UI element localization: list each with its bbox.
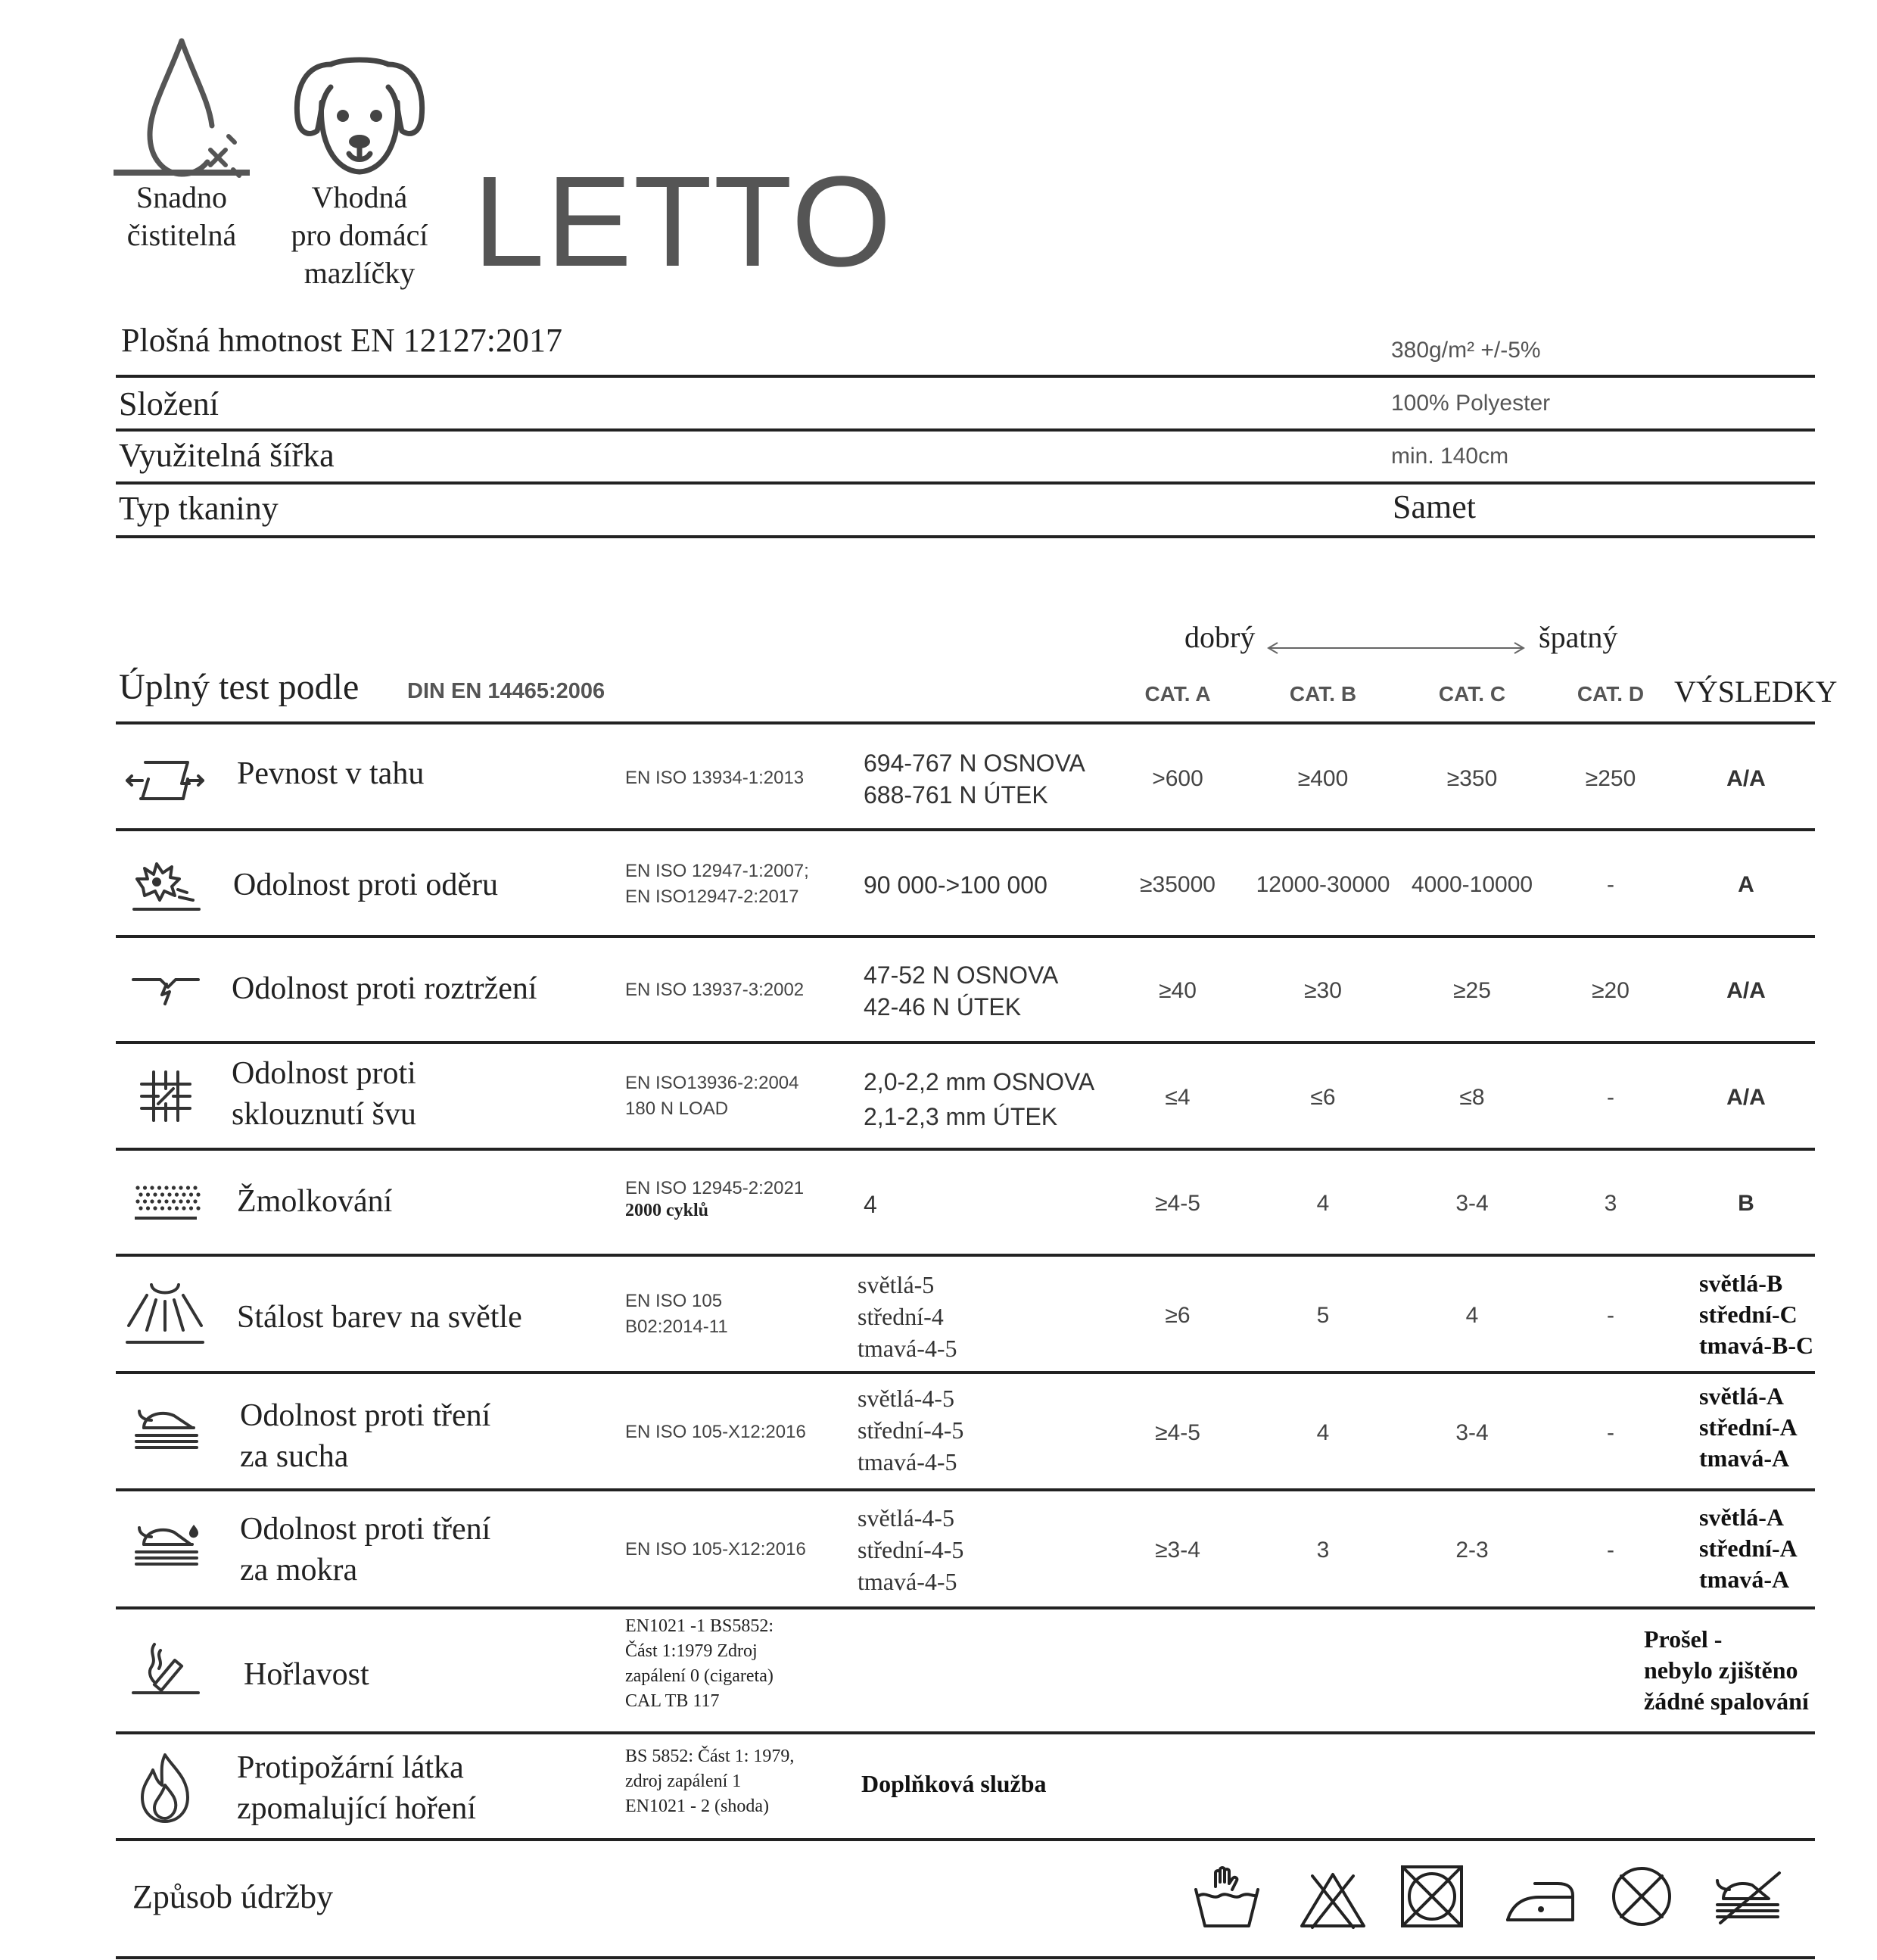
pet-label-line: Vhodná	[311, 180, 408, 214]
result-line: střední-C	[1699, 1301, 1798, 1328]
test-name	[233, 865, 498, 905]
supplementary-service	[861, 1768, 1047, 1800]
result-line: tmavá-B-C	[1699, 1332, 1814, 1359]
wet-rubbing-icon	[133, 1522, 201, 1569]
row-divider	[116, 935, 1815, 938]
row-divider	[116, 828, 1815, 831]
hand-wash-icon	[1194, 1867, 1259, 1929]
test-standard	[625, 1177, 804, 1221]
test-table-standard: DIN EN 14465:2006	[407, 679, 605, 703]
cat-d-value: -	[1607, 872, 1614, 897]
easy-clean-label	[98, 179, 265, 254]
cat-a-value: ≤4	[1165, 1085, 1191, 1110]
property-value-fabric-type: Samet	[1393, 488, 1476, 525]
result-value	[1699, 1381, 1798, 1474]
brand-title: LETTO	[473, 150, 893, 294]
cat-b-value: 4	[1316, 1191, 1330, 1216]
test-standard-line: EN ISO 12947-1:2007;	[625, 861, 809, 881]
table-header-divider	[116, 721, 1815, 724]
no-dry-clean-icon	[1611, 1865, 1673, 1927]
result-value: B	[1738, 1191, 1754, 1216]
test-measured-line: 4	[864, 1191, 877, 1218]
test-measured-line: střední-4	[858, 1303, 944, 1330]
footer-divider	[116, 1956, 1815, 1959]
row-divider	[116, 1371, 1815, 1374]
property-divider	[116, 481, 1815, 485]
flammability-icon	[132, 1640, 200, 1697]
test-standard-line: EN ISO13936-2:2004	[625, 1073, 799, 1093]
test-measured-line: 2,1-2,3 mm ÚTEK	[864, 1103, 1058, 1130]
test-name	[237, 1747, 476, 1829]
test-standard-line: 2000 cyklů	[625, 1201, 709, 1220]
row-divider	[116, 1488, 1815, 1491]
no-tumble-dry-icon	[1399, 1864, 1465, 1929]
easy-clean-label-line: čistitelná	[126, 218, 237, 252]
test-measured-line: 47-52 N OSNOVA	[864, 961, 1059, 989]
test-name-line: Žmolkování	[237, 1184, 393, 1219]
test-standard	[625, 1070, 799, 1122]
cat-a-value: ≥6	[1165, 1303, 1191, 1328]
cat-b-value: 4	[1316, 1420, 1330, 1445]
test-standard-line: Část 1:1979 Zdroj	[625, 1641, 758, 1661]
cat-c-value: 4	[1465, 1303, 1479, 1328]
test-standard-line: CAL TB 117	[625, 1691, 720, 1711]
test-measured	[864, 959, 1058, 1023]
dog-icon	[291, 57, 428, 178]
test-measured-line: střední-4-5	[858, 1536, 964, 1563]
test-name-line: za mokra	[240, 1553, 358, 1588]
cat-c-value: ≤8	[1459, 1085, 1485, 1110]
test-name	[232, 968, 537, 1009]
property-divider	[116, 428, 1815, 432]
header-icon-pet	[291, 57, 428, 178]
cat-d-value: 3	[1604, 1191, 1617, 1216]
cat-d-value: -	[1607, 1303, 1614, 1328]
iron-low-icon	[1505, 1879, 1576, 1923]
test-standard-line: 180 N LOAD	[625, 1098, 729, 1119]
result-value: A/A	[1726, 1085, 1766, 1110]
test-standard	[625, 1419, 806, 1445]
cat-c-value: ≥350	[1446, 766, 1498, 791]
column-header-cat-c: CAT. C	[1438, 682, 1506, 706]
test-standard-line: zapálení 0 (cigareta)	[625, 1666, 774, 1686]
cat-b-value: 12000-30000	[1256, 872, 1390, 897]
cat-d-value: ≥20	[1592, 978, 1630, 1003]
no-wet-clean-icon	[1707, 1870, 1785, 1926]
tear-icon	[132, 969, 200, 1007]
result-value	[1699, 1502, 1798, 1595]
result-line: světlá-A	[1699, 1382, 1784, 1410]
row-divider	[116, 1606, 1815, 1609]
column-header-results: VÝSLEDKY	[1674, 675, 1838, 709]
property-divider	[116, 535, 1815, 538]
test-standard-line: EN1021 -1 BS5852:	[625, 1616, 774, 1636]
test-name	[240, 1509, 490, 1591]
test-measured	[858, 1382, 963, 1478]
test-standard-line: EN ISO 105-X12:2016	[625, 1422, 806, 1442]
test-measured-line: tmavá-4-5	[858, 1335, 957, 1362]
dry-rubbing-icon	[133, 1405, 200, 1452]
easy-clean-label-line: Snadno	[136, 180, 227, 214]
cat-d-value: -	[1607, 1538, 1614, 1563]
test-measured-line: 694-767 N OSNOVA	[864, 749, 1085, 777]
test-name-line: Pevnost v tahu	[237, 756, 425, 791]
test-standard-line: BS 5852: Část 1: 1979,	[625, 1747, 795, 1766]
header-icon-easy-clean	[114, 36, 250, 180]
cat-b-value: ≥30	[1304, 978, 1342, 1003]
cat-a-value: ≥40	[1159, 978, 1197, 1003]
pet-label-line: mazlíčky	[303, 256, 416, 290]
result-value	[1644, 1624, 1809, 1717]
test-measured-line: tmavá-4-5	[858, 1568, 957, 1595]
test-measured	[858, 1502, 963, 1597]
test-measured-line: 688-761 N ÚTEK	[864, 781, 1048, 809]
fire-retardant-icon	[136, 1752, 194, 1823]
scale-good-label: dobrý	[1184, 620, 1256, 654]
row-divider	[116, 1254, 1815, 1257]
test-standard-line: B02:2014-11	[625, 1317, 728, 1337]
test-measured-line: světlá-5	[858, 1271, 935, 1298]
pet-label-line: pro domácí	[291, 218, 428, 252]
cat-a-value: ≥4-5	[1155, 1191, 1200, 1216]
cat-b-value: 5	[1316, 1303, 1330, 1328]
abrasion-icon	[132, 856, 201, 914]
test-standard	[625, 1288, 728, 1340]
test-name-line: Protipožární látka	[237, 1750, 464, 1785]
result-line: tmavá-A	[1699, 1566, 1790, 1593]
test-measured	[864, 1189, 877, 1220]
test-name	[237, 753, 424, 794]
cat-d-value: -	[1607, 1420, 1614, 1445]
cat-b-value: ≥400	[1297, 766, 1349, 791]
test-standard	[625, 1744, 794, 1819]
test-measured-line: 90 000->100 000	[864, 871, 1047, 899]
test-name-line: zpomalující hoření	[237, 1791, 477, 1826]
test-standard-line: EN ISO 105-X12:2016	[625, 1539, 806, 1560]
row-divider	[116, 1731, 1815, 1734]
test-measured-line: Doplňková služba	[861, 1770, 1047, 1797]
row-divider	[116, 1838, 1815, 1841]
test-measured	[864, 869, 1047, 901]
test-standard-line: EN ISO 13937-3:2002	[625, 980, 805, 1000]
scale-arrow-icon	[1265, 640, 1527, 656]
result-value: A/A	[1726, 766, 1766, 791]
cat-c-value: 3-4	[1455, 1420, 1489, 1445]
test-measured-line: 2,0-2,2 mm OSNOVA	[864, 1068, 1095, 1095]
cat-c-value: 2-3	[1455, 1538, 1489, 1563]
property-label-weight: Plošná hmotnost EN 12127:2017	[121, 322, 563, 359]
cat-b-value: 3	[1316, 1538, 1330, 1563]
cat-a-value: ≥3-4	[1155, 1538, 1200, 1563]
property-label-fabric-type: Typ tkaniny	[119, 490, 279, 527]
column-header-cat-a: CAT. A	[1144, 682, 1211, 706]
pet-label	[272, 179, 447, 292]
test-standard-line: EN ISO 105	[625, 1291, 723, 1311]
test-standard	[625, 765, 804, 791]
test-standard-line: EN ISO12947-2:2017	[625, 887, 799, 907]
seam-slippage-icon	[140, 1070, 191, 1122]
result-line: tmavá-A	[1699, 1444, 1790, 1472]
result-value: A/A	[1726, 978, 1766, 1003]
test-standard	[625, 1614, 774, 1714]
test-measured	[864, 747, 1085, 811]
result-value	[1699, 1268, 1813, 1361]
property-label-width: Využitelná šířka	[119, 437, 335, 474]
test-measured	[858, 1269, 957, 1364]
cat-d-value: -	[1607, 1085, 1614, 1110]
pilling-icon	[133, 1183, 198, 1221]
row-divider	[116, 1041, 1815, 1044]
result-value: A	[1738, 872, 1754, 897]
test-name	[237, 1297, 522, 1338]
test-standard-line: EN1021 - 2 (shoda)	[625, 1796, 769, 1816]
no-bleach-icon	[1297, 1870, 1368, 1930]
test-name-line: sklouznutí švu	[232, 1097, 416, 1132]
easy-clean-drop-icon	[114, 36, 250, 180]
column-header-cat-b: CAT. B	[1289, 682, 1357, 706]
cat-d-value: ≥250	[1585, 766, 1636, 791]
test-name	[232, 1053, 416, 1135]
test-name-line: Odolnost proti tření	[240, 1398, 491, 1433]
property-value-weight: 380g/m² +/-5%	[1391, 338, 1541, 363]
property-value-composition: 100% Polyester	[1391, 391, 1551, 416]
care-label: Způsob údržby	[132, 1878, 334, 1915]
property-value-width: min. 140cm	[1391, 444, 1509, 469]
row-divider	[116, 1148, 1815, 1151]
test-measured-line: tmavá-4-5	[858, 1448, 957, 1475]
test-standard-line: EN ISO 13934-1:2013	[625, 768, 805, 788]
cat-c-value: 3-4	[1455, 1191, 1489, 1216]
test-name	[244, 1654, 369, 1695]
result-line: střední-A	[1699, 1535, 1798, 1562]
result-line: žádné spalování	[1644, 1687, 1809, 1715]
test-name-line: Odolnost proti tření	[240, 1512, 491, 1547]
tensile-strength-icon	[126, 758, 204, 803]
test-standard	[625, 858, 809, 910]
test-measured	[864, 1064, 1094, 1134]
cat-c-value: ≥25	[1453, 978, 1491, 1003]
test-measured-line: světlá-4-5	[858, 1385, 954, 1412]
scale-bad-label: špatný	[1539, 620, 1618, 654]
result-line: střední-A	[1699, 1413, 1798, 1441]
column-header-cat-d: CAT. D	[1577, 682, 1645, 706]
result-line: nebylo zjištěno	[1644, 1656, 1798, 1684]
test-name-line: Hořlavost	[244, 1657, 369, 1692]
test-standard-line: zdroj zapálení 1	[625, 1771, 742, 1791]
test-measured-line: střední-4-5	[858, 1416, 964, 1444]
lightfastness-icon	[126, 1282, 204, 1347]
result-line: světlá-A	[1699, 1503, 1784, 1531]
test-measured-line: světlá-4-5	[858, 1504, 954, 1532]
test-name-line: za sucha	[240, 1439, 349, 1474]
test-standard	[625, 977, 804, 1003]
cat-a-value: ≥4-5	[1155, 1420, 1200, 1445]
cat-c-value: 4000-10000	[1411, 872, 1533, 897]
cat-a-value: >600	[1152, 766, 1203, 791]
test-standard-line: EN ISO 12945-2:2021	[625, 1178, 805, 1198]
test-table-title: Úplný test podle	[119, 667, 360, 707]
test-measured-line: 42-46 N ÚTEK	[864, 993, 1022, 1021]
test-name-line: Odolnost proti	[232, 1056, 416, 1091]
test-standard	[625, 1537, 806, 1563]
property-label-composition: Složení	[119, 385, 219, 422]
cat-a-value: ≥35000	[1140, 872, 1216, 897]
test-name	[240, 1395, 490, 1477]
cat-b-value: ≤6	[1310, 1085, 1336, 1110]
result-line: Prošel -	[1644, 1625, 1723, 1653]
test-name-line: Odolnost proti oděru	[233, 868, 498, 902]
property-divider	[116, 375, 1815, 378]
result-line: světlá-B	[1699, 1270, 1783, 1297]
test-name-line: Stálost barev na světle	[237, 1300, 522, 1335]
test-name-line: Odolnost proti roztržení	[232, 971, 537, 1006]
test-name	[237, 1181, 392, 1222]
